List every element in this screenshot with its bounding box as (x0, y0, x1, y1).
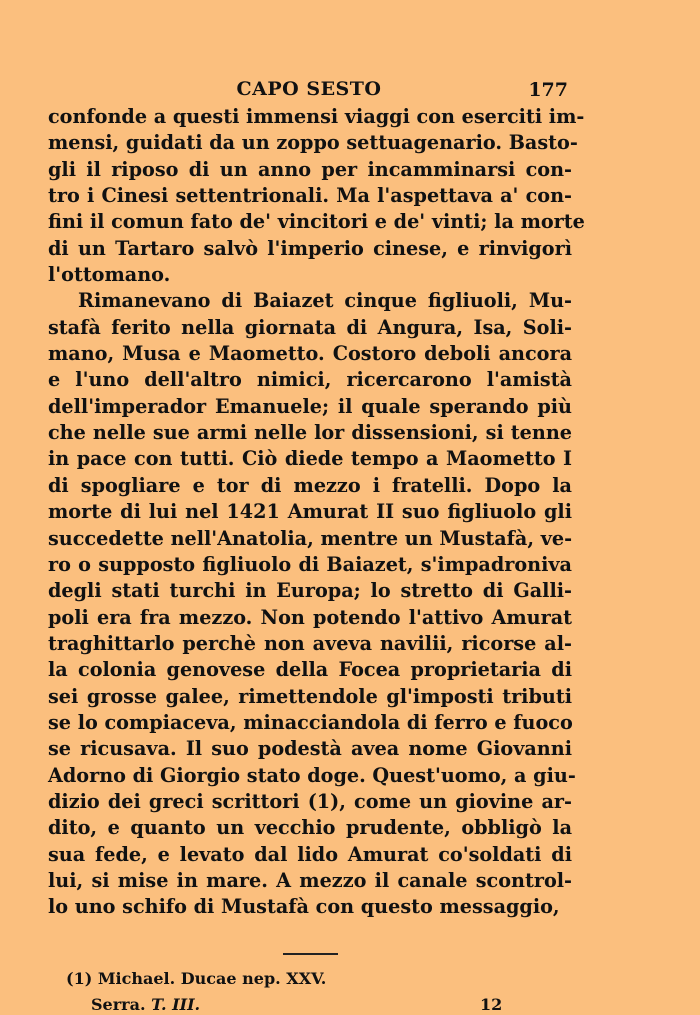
text-line: in pace con tutti. Ciò diede tempo a Maometto I (48, 447, 572, 471)
signature-author: Serra. (91, 995, 146, 1014)
text-line: poli era fra mezzo. Non potendo l'attivo Amurat (48, 605, 572, 629)
body-text (48, 104, 585, 921)
text-line: ro o supposto figliuolo di Baiazet, s'impadroniva (48, 552, 572, 576)
text-line: lui, si mise in mare. A mezzo il canale scontrol- (48, 868, 572, 892)
text-line: sei grosse galee, rimettendole gl'imposti tributi (48, 684, 572, 708)
text-line: traghittarlo perchè non aveva navilii, ricorse al- (48, 631, 572, 655)
text-line: morte di lui nel 1421 Amurat II suo figliuolo gli (48, 500, 572, 524)
text-line: e l'uno dell'altro nimici, ricercarono l'amistà (48, 368, 572, 392)
signature (91, 995, 200, 1014)
text-line: che nelle sue armi nelle lor dissensioni, si tenne (48, 421, 572, 445)
text-line: se ricusava. Il suo podestà avea nome Giovanni (48, 737, 572, 761)
text-line: se lo compiaceva, minacciandola di ferro e fuoco (48, 710, 573, 734)
text-line: fini il comun fato de' vincitori e de' vinti; la morte (48, 210, 585, 234)
text-line: succedette nell'Anatolia, mentre un Mustafà, ve- (48, 526, 573, 550)
footnote-rule (283, 953, 338, 955)
text-line: l'ottomano. (48, 263, 171, 287)
text-line: tro i Cinesi settentrionali. Ma l'aspettava a' con- (48, 184, 572, 208)
text-line: degli stati turchi in Europa; lo stretto di Galli- (48, 579, 572, 603)
text-line: mano, Musa e Maometto. Costoro deboli ancora (48, 342, 572, 366)
text-line: gli il riposo di un anno per incamminarsi con- (48, 157, 572, 181)
text-line: la colonia genovese della Focea proprietaria di (48, 658, 572, 682)
text-line: dell'imperador Emanuele; il quale sperando più (48, 394, 572, 418)
text-line: stafà ferito nella giornata di Angura, Isa, Soli- (48, 315, 572, 339)
text-line: di spogliare e tor di mezzo i fratelli. Dopo la (48, 473, 572, 497)
text-line: mensi, guidati da un zoppo settuagenario. Basto- (48, 131, 578, 155)
text-line: sua fede, e levato dal lido Amurat co'soldati di (48, 842, 572, 866)
text-line: dizio dei greci scrittori (1), come un giovine ar- (48, 789, 572, 813)
signature-mark: 12 (480, 995, 503, 1014)
text-line: confonde a questi immensi viaggi con eserciti im- (48, 105, 585, 128)
text-line: lo uno schifo di Mustafà con questo messaggio, (48, 895, 560, 919)
footnote: (1) Michael. Ducae nep. XXV. (66, 969, 327, 988)
text-line: di un Tartaro salvò l'imperio cinese, e rinvigorì (48, 236, 572, 260)
signature-volume: T. III. (151, 995, 201, 1014)
text-line: dito, e quanto un vecchio prudente, obbligò la (48, 816, 572, 840)
text-line: Adorno di Giorgio stato doge. Quest'uomo, a giu- (48, 763, 576, 787)
text-line: Rimanevano di Baiazet cinque figliuoli, Mu- (78, 289, 572, 313)
page-number: 177 (528, 79, 568, 101)
running-title: CAPO SESTO (236, 78, 382, 100)
